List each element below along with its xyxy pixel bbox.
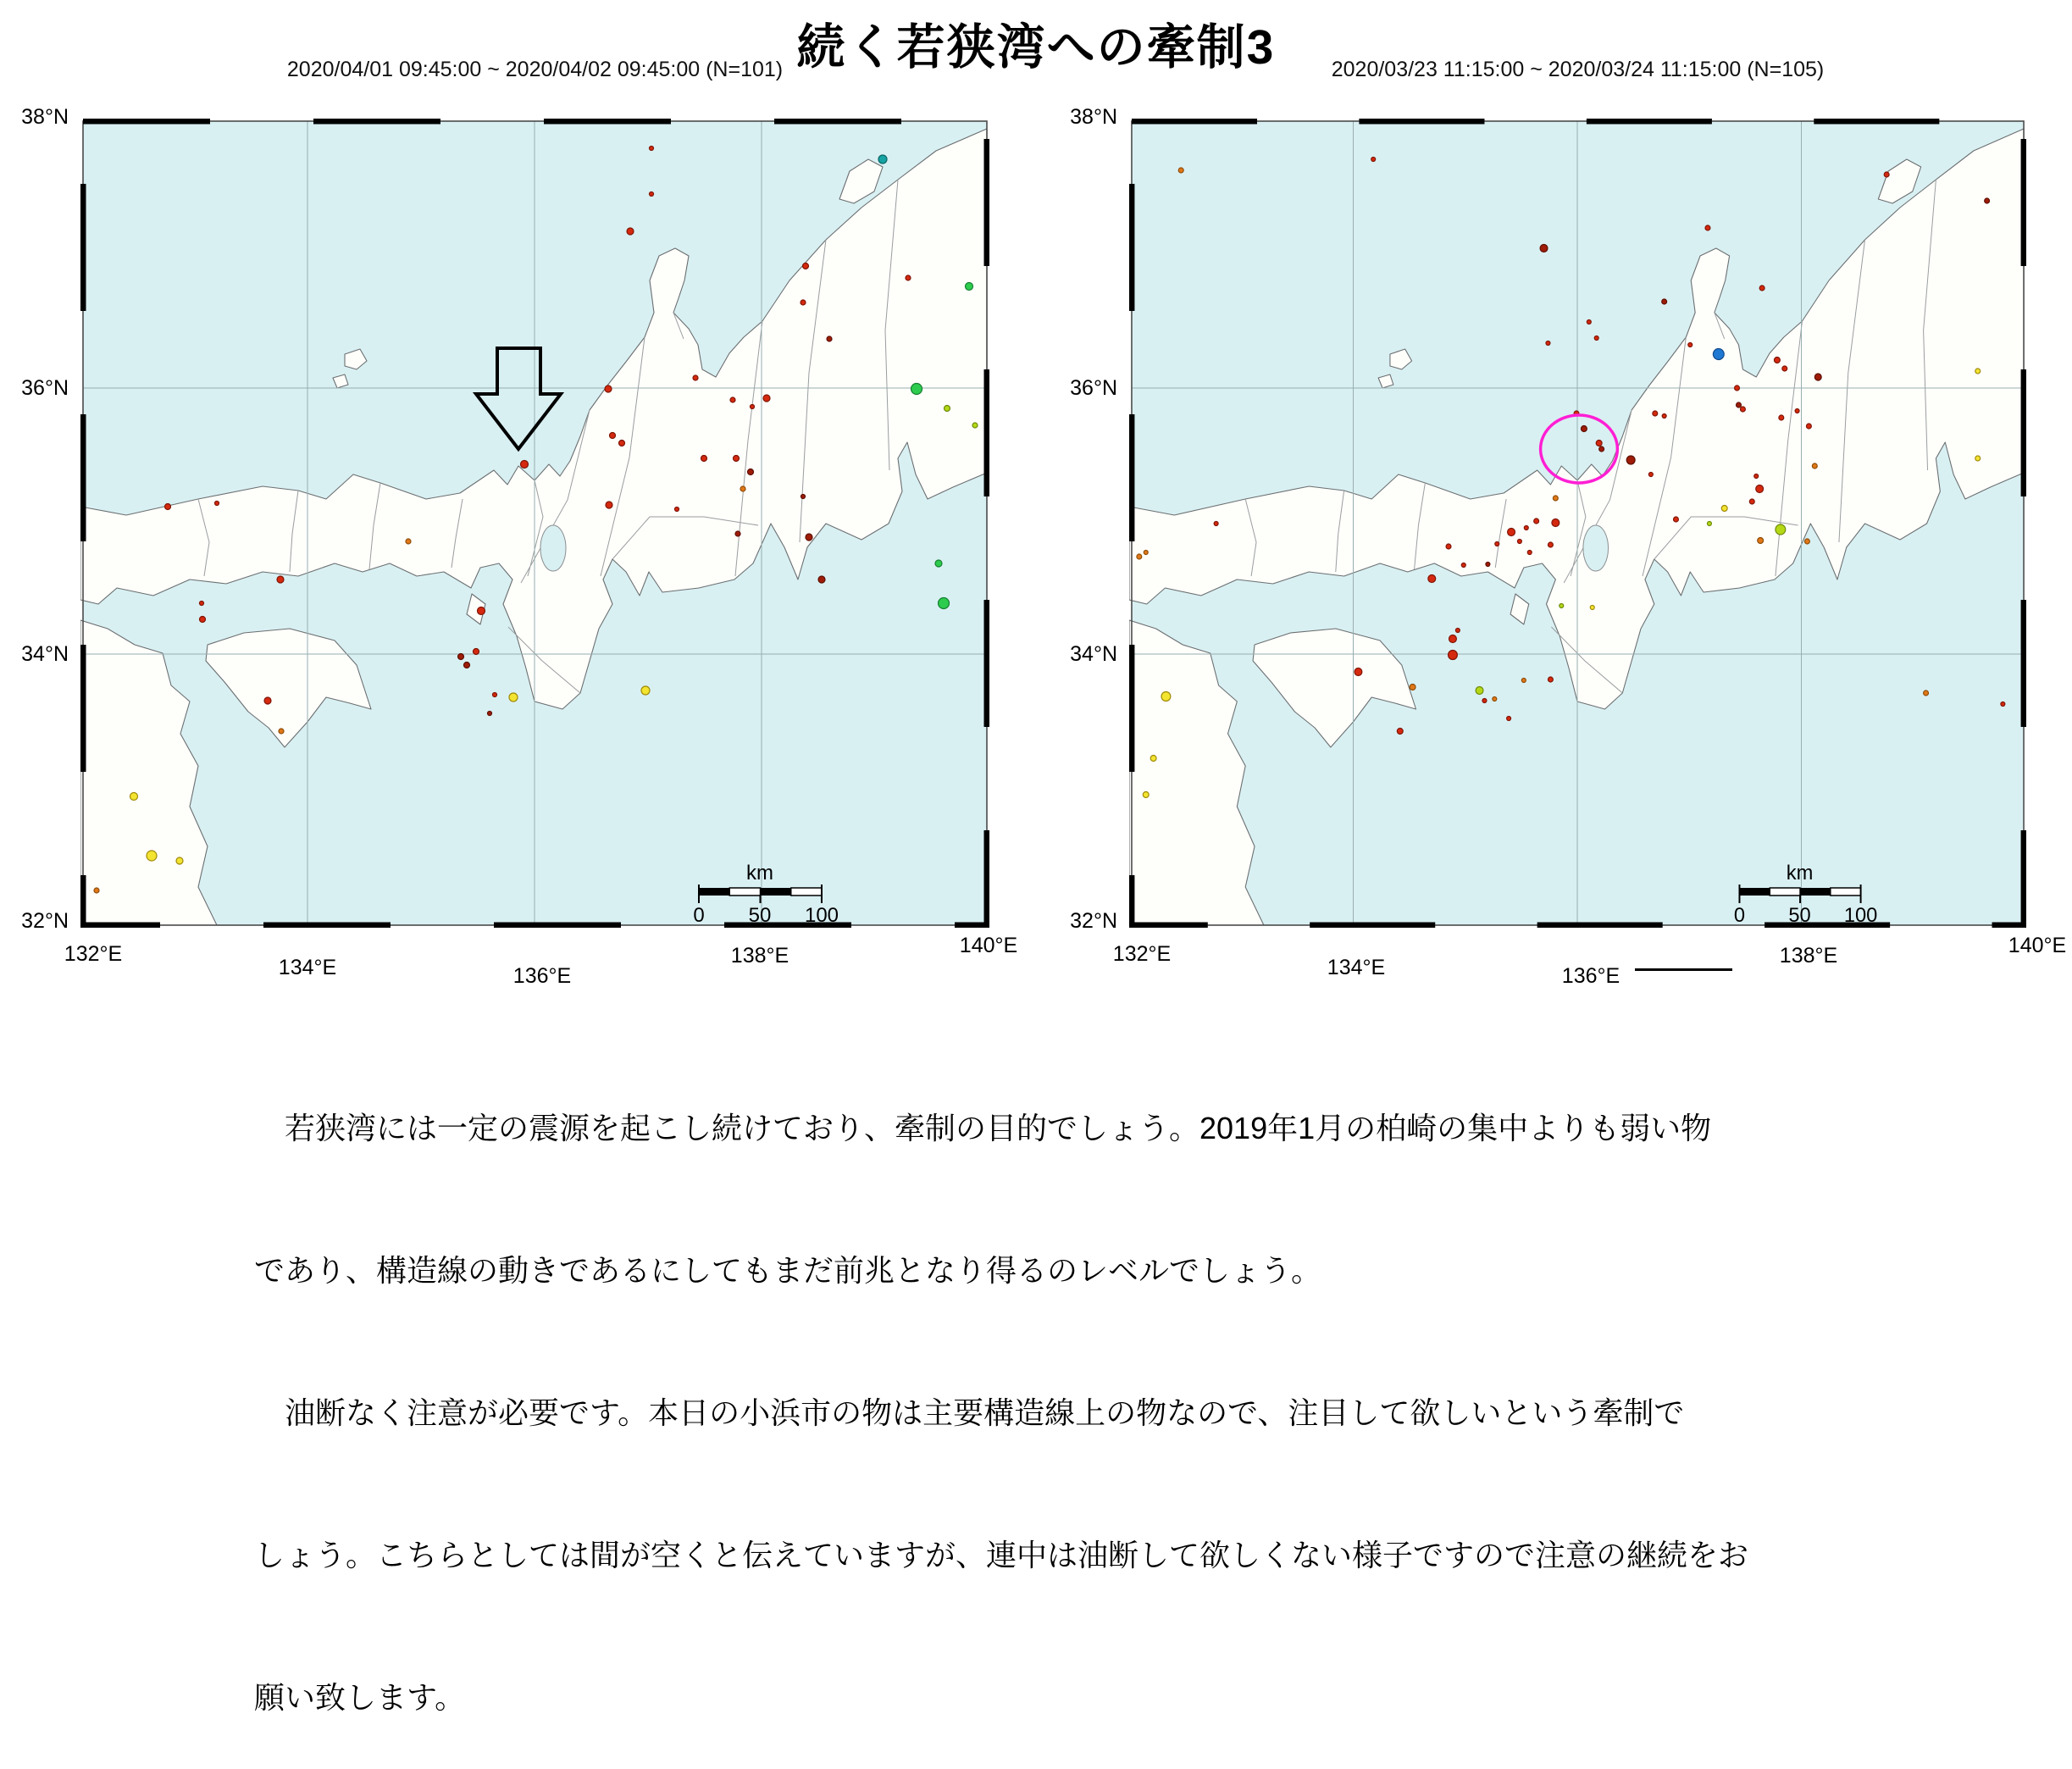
lon-label-136e: 136°E bbox=[512, 964, 572, 988]
epicenter-dot bbox=[693, 375, 698, 380]
epicenter-dot bbox=[94, 888, 99, 893]
lat-label-38n: 38°N bbox=[21, 105, 69, 129]
commentary-line: 願い致します。 bbox=[254, 1680, 466, 1715]
epicenter-dot bbox=[200, 617, 206, 623]
epicenter-dot bbox=[878, 155, 887, 164]
epicenter-dot bbox=[701, 456, 707, 462]
epicenter-dot bbox=[1749, 499, 1754, 504]
underline-mark bbox=[1635, 968, 1732, 971]
scalebar-tick-100-right: 100 bbox=[1843, 903, 1878, 928]
map-panel-left bbox=[21, 58, 1018, 988]
epicenter-dot bbox=[1150, 756, 1156, 762]
epicenter-dot bbox=[1590, 606, 1594, 610]
lon-label-140e: 140°E bbox=[2008, 934, 2067, 957]
epicenter-dot bbox=[1161, 692, 1171, 702]
epicenter-map-left bbox=[80, 119, 989, 928]
map-header-left: 2020/04/01 09:45:00 ~ 2020/04/02 09:45:00 (N=101) bbox=[286, 58, 784, 81]
epicenter-dot bbox=[966, 283, 973, 291]
epicenter-dot bbox=[827, 336, 832, 341]
epicenter-dot bbox=[1626, 456, 1635, 464]
lon-label-132e: 132°E bbox=[1112, 942, 1172, 966]
scalebar-tick-50-right: 50 bbox=[1788, 903, 1811, 928]
epicenter-dot bbox=[1737, 402, 1742, 408]
epicenter-dot bbox=[1524, 526, 1528, 530]
epicenter-dot bbox=[165, 504, 171, 510]
epicenter-dot bbox=[1688, 343, 1693, 347]
epicenter-dot bbox=[458, 654, 464, 660]
epicenter-dot bbox=[606, 502, 612, 508]
lon-label-136e: 136°E bbox=[1561, 964, 1620, 988]
epicenter-dot bbox=[1527, 551, 1532, 555]
commentary-text bbox=[254, 1010, 1847, 1769]
epicenter-dot bbox=[1482, 699, 1487, 703]
epicenter-dot bbox=[906, 275, 911, 280]
epicenter-dot bbox=[1587, 320, 1591, 324]
epicenter-dot bbox=[1779, 415, 1784, 420]
epicenter-dot bbox=[1517, 540, 1521, 544]
epicenter-dot bbox=[627, 228, 634, 235]
epicenter-dot bbox=[474, 649, 479, 655]
epicenter-dot bbox=[1449, 635, 1457, 643]
epicenter-dot bbox=[1814, 374, 1821, 380]
epicenter-dot bbox=[751, 405, 755, 409]
epicenter-dot bbox=[1552, 519, 1560, 527]
epicenter-dot bbox=[748, 469, 754, 475]
epicenter-dot bbox=[1975, 456, 1981, 461]
epicenter-dot bbox=[801, 300, 806, 305]
commentary-line: 若狭湾には一定の震源を起こし続けており、牽制の目的でしょう。2019年1月の柏崎の集中よりも弱い物 bbox=[254, 1111, 1712, 1145]
epicenter-dot bbox=[1662, 414, 1666, 419]
epicenter-dot bbox=[730, 397, 735, 402]
epicenter-dot bbox=[488, 712, 492, 716]
map-panel-right bbox=[1070, 58, 2067, 988]
epicenter-dot bbox=[1884, 172, 1889, 177]
commentary-line: 油断なく注意が必要です。本日の小浜市の物は主要構造線上の物なので、注目して欲しいという牽制で bbox=[254, 1395, 1685, 1430]
epicenter-dot bbox=[1754, 474, 1759, 479]
epicenter-dot bbox=[1508, 529, 1515, 536]
lat-label-34n: 34°N bbox=[1070, 642, 1117, 666]
epicenter-dot bbox=[1144, 551, 1148, 555]
epicenter-dot bbox=[1507, 717, 1511, 721]
epicenter-map-right bbox=[1129, 119, 2026, 928]
epicenter-dot bbox=[1449, 651, 1458, 660]
epicenter-dot bbox=[1493, 697, 1497, 702]
epicenter-dot bbox=[1705, 225, 1710, 230]
lon-label-134e: 134°E bbox=[278, 956, 337, 979]
epicenter-dot bbox=[1410, 685, 1415, 690]
epicenter-dot bbox=[1653, 411, 1658, 416]
epicenter-dot bbox=[1546, 341, 1550, 346]
epicenter-dot bbox=[911, 384, 922, 395]
epicenter-dot bbox=[763, 395, 770, 402]
epicenter-dot bbox=[1985, 198, 1990, 203]
lat-label-32n: 32°N bbox=[1070, 909, 1117, 933]
epicenter-dot bbox=[1455, 629, 1460, 633]
epicenter-dot bbox=[1355, 668, 1362, 676]
epicenter-dot bbox=[1594, 336, 1598, 341]
lat-label-34n: 34°N bbox=[21, 642, 69, 666]
lat-label-38n: 38°N bbox=[1070, 105, 1117, 129]
epicenter-dot bbox=[1553, 496, 1558, 501]
scalebar-tick-100-left: 100 bbox=[804, 904, 839, 927]
epicenter-dot bbox=[1758, 538, 1764, 544]
epicenter-dot bbox=[1548, 542, 1553, 547]
page-title: 続く若狭湾への牽制3 bbox=[796, 20, 1276, 75]
epicenter-dot bbox=[1812, 463, 1817, 469]
epicenter-dot bbox=[215, 502, 219, 506]
epicenter-dot bbox=[1804, 539, 1809, 544]
epicenter-dot bbox=[264, 697, 271, 704]
epicenter-dot bbox=[147, 851, 157, 861]
epicenter-dot bbox=[801, 495, 806, 499]
map-header-right: 2020/03/23 11:15:00 ~ 2020/03/24 11:15:00 (N=105) bbox=[1331, 58, 1825, 81]
epicenter-dot bbox=[1759, 286, 1765, 291]
epicenter-dot bbox=[1540, 245, 1548, 252]
epicenter-dot bbox=[939, 598, 950, 609]
epicenter-dot bbox=[1495, 542, 1499, 546]
commentary-line: しょう。こちらとしては間が空くと伝えていますが、連中は油断して欲しくない様子ですので注意の継続をお bbox=[254, 1538, 1749, 1572]
scalebar-tick-0-right: 0 bbox=[1733, 903, 1746, 928]
epicenter-dot bbox=[1178, 168, 1183, 173]
epicenter-dot bbox=[605, 385, 612, 392]
epicenter-dot bbox=[1214, 522, 1218, 526]
epicenter-dot bbox=[1446, 544, 1451, 549]
epicenter-dot bbox=[130, 793, 138, 801]
epicenter-dot bbox=[1581, 426, 1587, 432]
scalebar-unit-right: km bbox=[1786, 861, 1814, 885]
epicenter-dot bbox=[1721, 506, 1727, 512]
epicenter-dot bbox=[1806, 424, 1811, 429]
scalebar-tick-0-left: 0 bbox=[693, 904, 705, 927]
epicenter-dot bbox=[1548, 677, 1553, 682]
epicenter-dot bbox=[493, 693, 497, 697]
epicenter-dot bbox=[1596, 441, 1602, 446]
lon-label-138e: 138°E bbox=[730, 944, 789, 968]
epicenter-dot bbox=[1143, 792, 1149, 798]
epicenter-dot bbox=[1774, 358, 1780, 363]
epicenter-dot bbox=[1674, 517, 1679, 522]
lon-label-134e: 134°E bbox=[1327, 956, 1386, 979]
lon-label-140e: 140°E bbox=[959, 934, 1018, 957]
epicenter-dot bbox=[1662, 299, 1667, 304]
epicenter-dot bbox=[972, 423, 978, 428]
epicenter-dot bbox=[1975, 369, 1981, 374]
lat-label-36n: 36°N bbox=[21, 376, 69, 400]
epicenter-dot bbox=[935, 560, 942, 567]
epicenter-dot bbox=[521, 461, 529, 469]
epicenter-dot bbox=[1397, 729, 1403, 735]
lat-label-32n: 32°N bbox=[21, 909, 69, 933]
epicenter-dot bbox=[1371, 158, 1376, 162]
epicenter-dot bbox=[1756, 485, 1764, 493]
epicenter-dot bbox=[1461, 563, 1465, 568]
epicenter-dot bbox=[1782, 366, 1787, 371]
epicenter-dot bbox=[1924, 690, 1929, 696]
epicenter-dot bbox=[1486, 563, 1490, 567]
epicenter-dot bbox=[735, 531, 740, 536]
epicenter-dot bbox=[1735, 385, 1740, 391]
scalebar-unit-left: km bbox=[746, 862, 773, 884]
epicenter-dot bbox=[1795, 409, 1799, 413]
epicenter-dot bbox=[176, 857, 183, 864]
epicenter-dot bbox=[1599, 446, 1604, 452]
epicenter-dot bbox=[641, 686, 650, 695]
epicenter-dot bbox=[650, 147, 654, 151]
epicenter-dot bbox=[509, 693, 518, 702]
epicenter-dot bbox=[1476, 687, 1483, 695]
epicenter-dot bbox=[650, 192, 654, 197]
epicenter-dot bbox=[277, 576, 284, 583]
epicenter-dot bbox=[1428, 575, 1436, 583]
epicenter-dot bbox=[818, 576, 825, 583]
epicenter-dot bbox=[478, 607, 485, 615]
epicenter-dot bbox=[200, 602, 204, 606]
epicenter-dot bbox=[1648, 473, 1653, 477]
epicenter-dot bbox=[1707, 522, 1711, 526]
epicenter-dot bbox=[734, 456, 740, 462]
lat-label-36n: 36°N bbox=[1070, 376, 1117, 400]
epicenter-dot bbox=[1534, 518, 1539, 524]
epicenter-dot bbox=[619, 441, 625, 446]
lon-label-132e: 132°E bbox=[64, 942, 123, 966]
epicenter-dot bbox=[1137, 554, 1142, 559]
commentary-line: であり、構造線の動きであるにしてもまだ前兆となり得るのレベルでしょう。 bbox=[254, 1253, 1322, 1288]
epicenter-dot bbox=[1776, 524, 1786, 535]
scalebar-tick-50-left: 50 bbox=[748, 904, 772, 927]
epicenter-dot bbox=[279, 729, 284, 734]
epicenter-dot bbox=[2001, 702, 2005, 707]
epicenter-dot bbox=[1560, 604, 1564, 608]
epicenter-dot bbox=[803, 263, 809, 269]
epicenter-dot bbox=[406, 539, 411, 544]
lon-label-138e: 138°E bbox=[1779, 944, 1838, 968]
epicenter-dot bbox=[1713, 349, 1724, 360]
epicenter-dot bbox=[945, 406, 950, 412]
epicenter-dot bbox=[740, 486, 745, 491]
epicenter-dot bbox=[806, 534, 812, 541]
epicenter-dot bbox=[675, 507, 679, 512]
epicenter-dot bbox=[464, 663, 470, 668]
epicenter-dot bbox=[1521, 679, 1526, 683]
epicenter-dot bbox=[610, 433, 616, 439]
epicenter-dot bbox=[1740, 407, 1745, 412]
